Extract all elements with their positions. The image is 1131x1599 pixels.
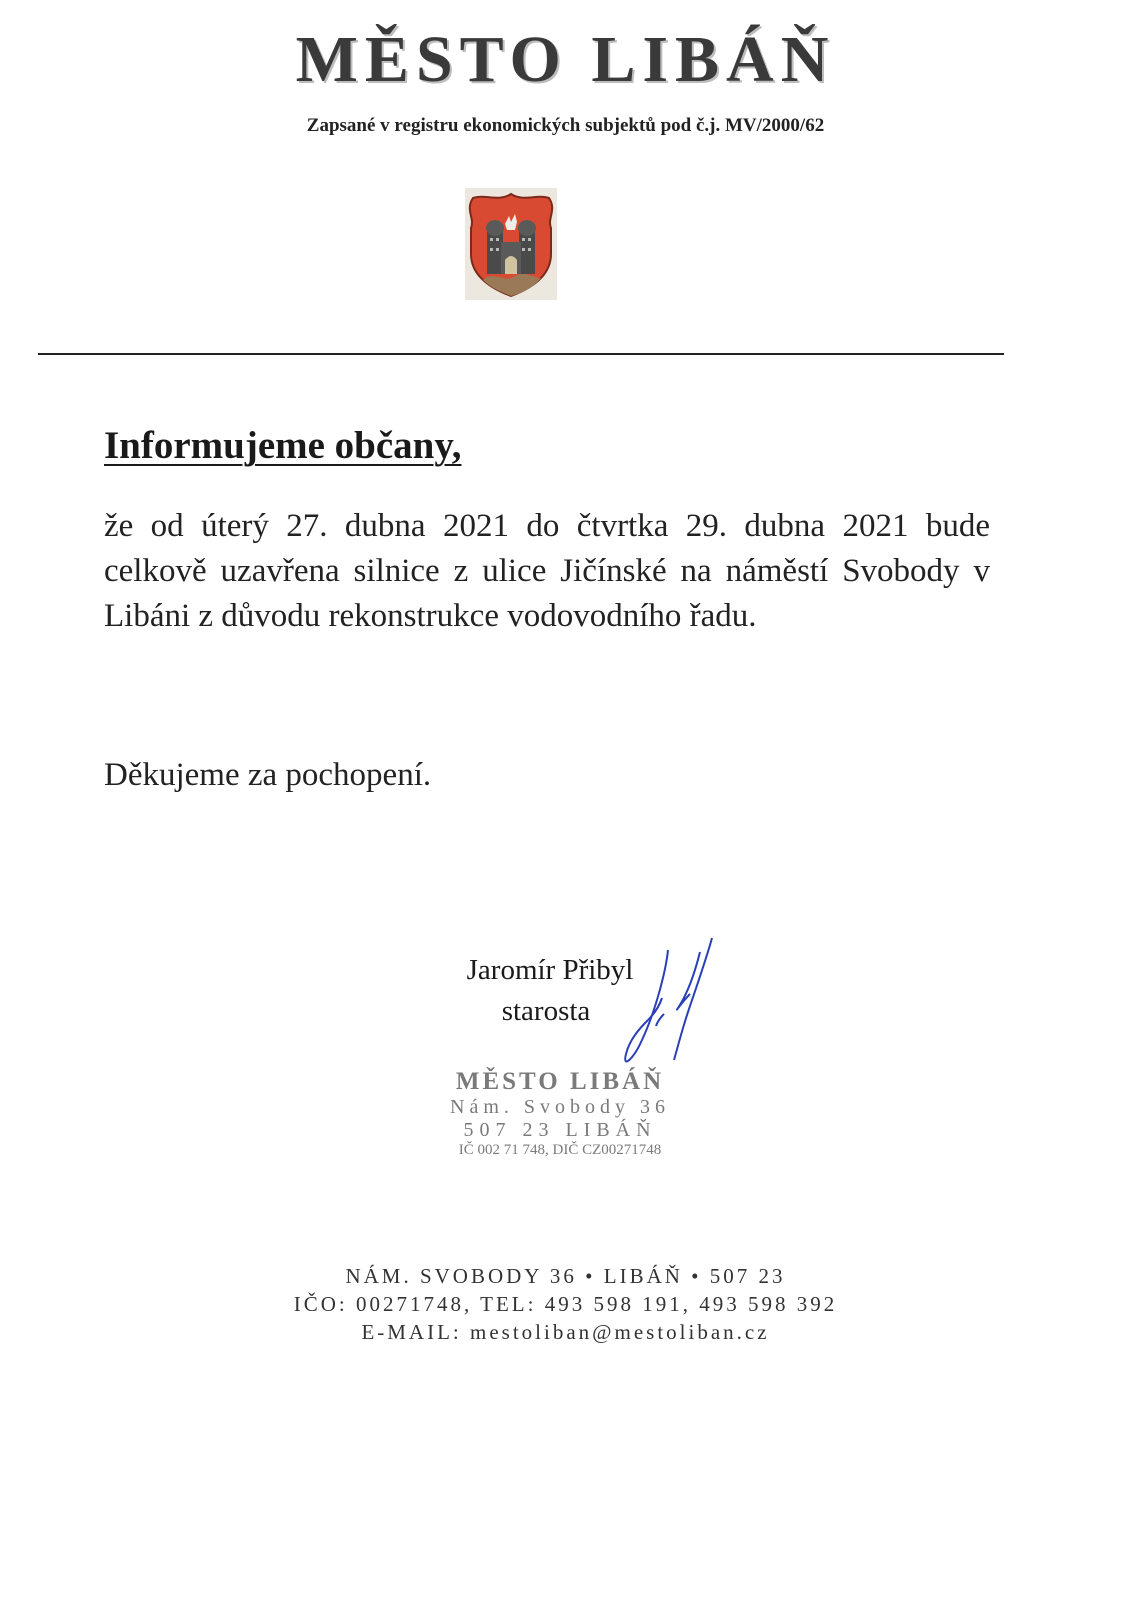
footer-email: E-MAIL: mestoliban@mestoliban.cz bbox=[361, 1320, 770, 1344]
stamp-line-2: Nám. Svobody 36 bbox=[450, 1096, 670, 1118]
notice-body: že od úterý 27. dubna 2021 do čtvrtka 29. dubna 2021 bude celkově uzavřena silnice z ulice Jičínské na náměstí Svobody v Libáni z důvodu rekonstrukce vodovodního řadu. bbox=[104, 508, 990, 634]
page-title: MĚSTO LIBÁŇ bbox=[295, 23, 836, 96]
coat-of-arms-icon bbox=[465, 188, 557, 300]
official-stamp bbox=[420, 1068, 700, 1159]
footer-contact bbox=[0, 1262, 1131, 1346]
header-divider bbox=[38, 353, 1004, 355]
footer-address: NÁM. SVOBODY 36 • LIBÁŇ • 507 23 bbox=[345, 1264, 786, 1288]
stamp-line-1: MĚSTO LIBÁŇ bbox=[455, 1068, 665, 1095]
footer-ids-phone: IČO: 00271748, TEL: 493 598 191, 493 598 392 bbox=[293, 1292, 838, 1316]
stamp-line-3: 507 23 LIBÁŇ bbox=[463, 1119, 657, 1141]
handwritten-signature-icon bbox=[612, 930, 732, 1080]
notice-heading: Informujeme občany, bbox=[104, 424, 462, 467]
notice-thanks: Děkujeme za pochopení. bbox=[104, 757, 432, 793]
stamp-line-4: IČ 002 71 748, DIČ CZ00271748 bbox=[458, 1142, 662, 1158]
signatory-name: Jaromír Přibyl bbox=[466, 954, 634, 986]
signatory-role: starosta bbox=[501, 995, 591, 1027]
registry-note: Zapsané v registru ekonomických subjektů pod č.j. MV/2000/62 bbox=[306, 115, 825, 136]
